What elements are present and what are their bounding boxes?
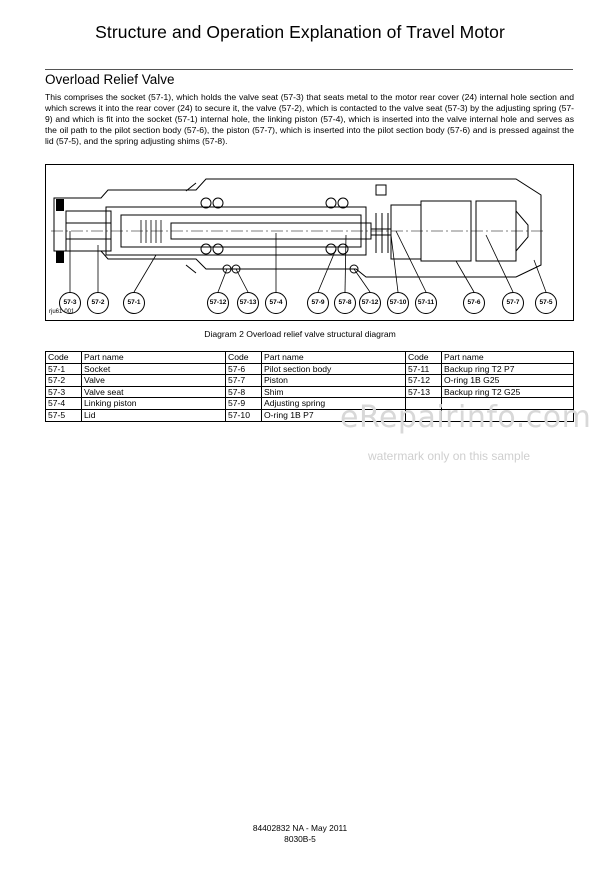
part-name-cell: Piston	[262, 375, 406, 387]
callout-label: 57-10	[387, 292, 409, 314]
footer-doc-number: 84402832 NA - May 2011	[252, 823, 348, 833]
callout-label: 57-3	[59, 292, 81, 314]
part-code-cell: 57-10	[226, 409, 262, 421]
callout-label: 57-13	[237, 292, 259, 314]
watermark-main: eRepairinfo.com	[340, 400, 592, 435]
part-code-cell: 57-13	[406, 386, 442, 398]
part-code-cell: 57-1	[46, 363, 82, 375]
callout-label: 57-5	[535, 292, 557, 314]
callout-label: 57-2	[87, 292, 109, 314]
part-name-cell: Lid	[82, 409, 226, 421]
table-header-row	[46, 352, 574, 364]
callout-label: 57-9	[307, 292, 329, 314]
part-code-cell: 57-11	[406, 363, 442, 375]
header-code: Code	[226, 352, 262, 364]
callout-label: 57-8	[334, 292, 356, 314]
callout-label: 57-12	[359, 292, 381, 314]
page-title: Structure and Operation Explanation of Travel Motor	[95, 22, 505, 42]
diagram-id-label: rju61-001	[49, 309, 75, 315]
part-code-cell: 57-5	[46, 409, 82, 421]
part-name-cell: O-ring 1B P7	[262, 409, 406, 421]
callout-label: 57-11	[415, 292, 437, 314]
part-name-cell: Shim	[262, 386, 406, 398]
part-code-cell: 57-3	[46, 386, 82, 398]
part-code-cell: 57-9	[226, 398, 262, 410]
header-part-name: Part name	[442, 352, 574, 364]
footer-page-number: 8030B-5	[284, 834, 316, 844]
part-name-cell: O-ring 1B G25	[442, 375, 574, 387]
part-code-cell: 57-6	[226, 363, 262, 375]
part-code-cell: 57-2	[46, 375, 82, 387]
part-name-cell: Valve seat	[82, 386, 226, 398]
callout-label: 57-6	[463, 292, 485, 314]
table-row	[46, 386, 574, 398]
part-name-cell: Socket	[82, 363, 226, 375]
header-code: Code	[406, 352, 442, 364]
part-code-cell: 57-8	[226, 386, 262, 398]
diagram-caption: Diagram 2 Overload relief valve structural diagram	[204, 329, 396, 339]
structural-diagram	[45, 164, 574, 321]
table-row	[46, 375, 574, 387]
part-name-cell: Backup ring T2 G25	[442, 386, 574, 398]
part-name-cell: Linking piston	[82, 398, 226, 410]
header-part-name: Part name	[82, 352, 226, 364]
part-name-cell: Pilot section body	[262, 363, 406, 375]
callout-label: 57-1	[123, 292, 145, 314]
table-row	[46, 363, 574, 375]
header-part-name: Part name	[262, 352, 406, 364]
section-heading: Overload Relief Valve	[45, 69, 573, 87]
watermark-sub: watermark only on this sample	[368, 449, 531, 463]
description-paragraph: This comprises the socket (57-1), which holds the valve seat (57-3) that seats metal to the motor rear cover (24) internal hole section and which screws it into the rear cover (24) to secure it, the valve (57-2), which is contacted to the valve seat (57-3) by the adjusting spring (57-9) and which is fit into the socket (57-1) internal hole, the linking piston (57-4), which is inserted into the valve internal hole and serves as the oil path to the pilot section body (57-6), the piston (57-7), which is inserted into the pilot section body (57-6) and is pressed against the lid (57-5), and the spring adjusting shims (57-8).	[45, 92, 574, 146]
part-name-cell: Backup ring T2 P7	[442, 363, 574, 375]
callout-label: 57-12	[207, 292, 229, 314]
header-code: Code	[46, 352, 82, 364]
callout-label: 57-7	[502, 292, 524, 314]
part-name-cell: Adjusting spring	[262, 398, 406, 410]
callout-label: 57-4	[265, 292, 287, 314]
part-code-cell: 57-4	[46, 398, 82, 410]
part-name-cell: Valve	[82, 375, 226, 387]
part-code-cell: 57-7	[226, 375, 262, 387]
part-code-cell: 57-12	[406, 375, 442, 387]
